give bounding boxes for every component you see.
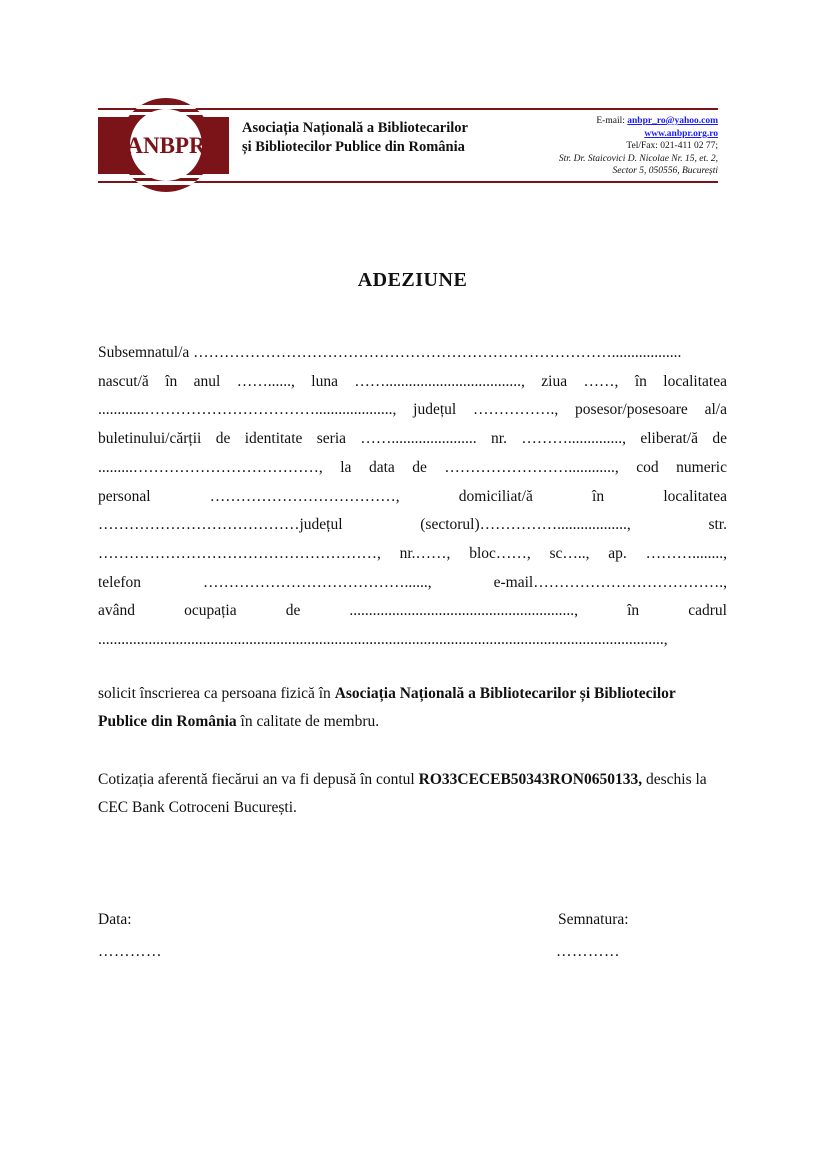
form-text: localitatea [663,487,727,505]
address-line2: Sector 5, 050556, București [612,166,718,176]
fee-text: Cotizația aferentă fiecărui an va fi depusă în contul [98,771,419,788]
form-line [98,626,727,655]
form-text: ocupația [184,602,237,620]
form-text: având [98,602,136,620]
fee-text-end: deschis la CEC Bank Cotroceni București. [98,771,707,816]
form-text: ap. [608,544,627,562]
contact-block [458,115,718,178]
form-text: în [627,602,640,620]
form-text: de [412,458,427,476]
email-link[interactable]: anbpr_ro@yahoo.com [627,116,718,126]
form-text: de [215,430,231,448]
form-body [98,339,727,655]
form-text: personal [98,487,151,505]
date-label: Data: [98,911,132,928]
bank-account: RO33CECEB50343RON0650133, [418,771,643,788]
form-line [98,425,727,454]
form-text: ……………………............, [444,458,619,476]
form-text: domiciliat/ă [458,487,533,505]
form-text: …………………………………județul [98,516,343,534]
form-text: ………………………………, [209,487,400,505]
form-text: bloc……, [469,544,531,562]
date-field: ………… [98,943,162,960]
form-text: județul [413,401,457,419]
form-text: e-mail………………………………., [493,573,727,591]
form-line [98,569,727,598]
form-text: .........................................................., [349,602,579,620]
form-text: ……………., [473,401,559,419]
form-text: identitate [244,430,303,448]
form-text: nr.……, [399,544,451,562]
form-text: de [712,430,727,448]
org-name-line1: Asociația Națională a Bibliotecarilor [242,120,468,136]
form-text: al/a [704,401,727,419]
form-text: cod [636,458,659,476]
form-line [98,396,727,425]
website-link[interactable]: www.anbpr.org.ro [644,128,718,139]
form-text: nr. [491,430,507,448]
document-title: ADEZIUNE [357,269,468,291]
form-line [98,368,727,397]
form-text: ……….............., [521,430,626,448]
form-text: de [285,602,301,620]
form-text: în [634,372,647,390]
email-line [458,115,718,128]
request-text-end: în calitate de membru. [236,713,380,730]
membership-request-paragraph [98,680,727,736]
association-name: Asociația Națională a Bibliotecarilor și Bibliotecilor Publice din România [98,685,676,730]
form-text: anul [193,372,221,390]
form-line [98,597,727,626]
address-line1: Str. Dr. Staicovici D. Nicolae Nr. 15, et. 2, [558,153,718,164]
signature-label: Semnatura: [558,911,629,928]
form-text: numeric [676,458,727,476]
form-text: .........………………………………, [98,458,323,476]
form-text: ……......, [236,372,295,390]
form-text: cadrul [688,602,727,620]
form-text: .................................................................................................................................................., [98,631,668,649]
form-text: la [340,458,352,476]
form-text: localitatea [663,372,727,390]
form-line [98,511,727,540]
org-name-line2: și Bibliotecilor Publice din România [242,139,465,155]
request-text: solicit înscrierea ca persoana fizică în [98,685,335,702]
form-text: seria [316,430,347,448]
logo-text: ANBPR [126,133,206,158]
fee-paragraph [98,766,727,822]
form-text: în [592,487,605,505]
form-text: ziua [541,372,568,390]
form-line [98,454,727,483]
form-text: buletinului/cărții [98,430,202,448]
form-text: ……...................... [360,430,477,448]
form-text: ……..................................., [354,372,525,390]
form-line [98,339,727,368]
form-line [98,483,727,512]
form-text: telefon [98,573,142,591]
form-text: în [165,372,178,390]
email-label: E-mail: [596,116,628,126]
form-text: ............……………………………...................., [98,401,397,419]
form-text: …………………………………......, [203,573,432,591]
form-text: posesor/posesoare [575,401,688,419]
anbpr-logo [98,97,229,193]
form-text: str. [708,516,727,534]
form-text: ………........, [645,544,727,562]
form-text: ………………………………………………, [98,544,381,562]
form-text: (sectorul)…………….................., [420,516,631,534]
tel-fax: Tel/Fax: 021-411 02 77; [626,141,718,151]
form-text: Subsemnatul/a ……………………………………………………………………….................. [98,344,682,361]
form-text: eliberat/ă [640,430,698,448]
form-text: data [368,458,395,476]
form-text: nascut/ă [98,372,149,390]
letterhead [98,97,718,193]
signature-field: ………… [556,943,620,960]
form-text: luna [311,372,338,390]
form-text: sc….., [549,544,590,562]
form-line [98,540,727,569]
form-text: ……, [583,372,619,390]
